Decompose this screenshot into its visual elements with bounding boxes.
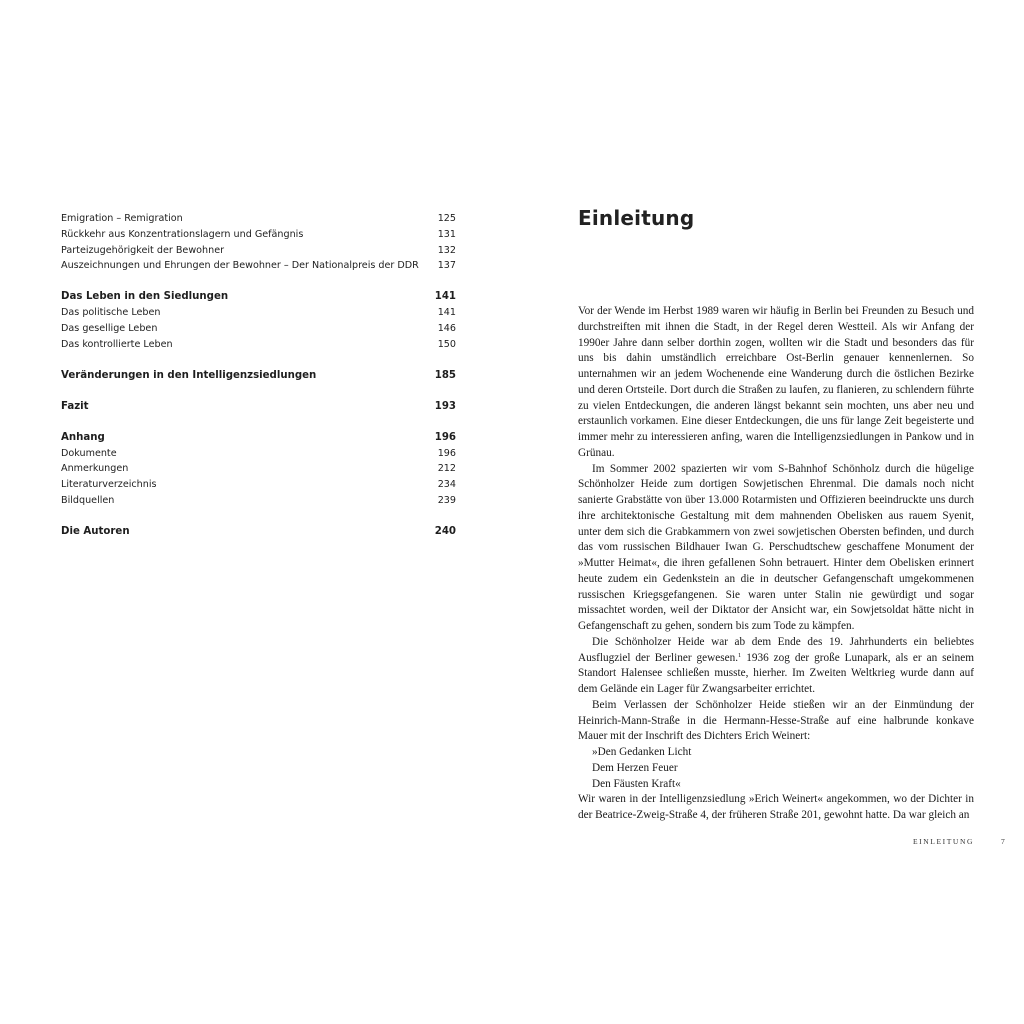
toc-entry bbox=[61, 305, 456, 321]
page-number: 7 bbox=[1001, 837, 1005, 846]
toc-entry-page: 185 bbox=[434, 369, 456, 381]
toc-entry-title: Veränderungen in den Intelligenzsiedlungen bbox=[61, 369, 317, 381]
toc-entry-page: 141 bbox=[437, 307, 456, 319]
table-of-contents bbox=[61, 211, 456, 540]
toc-entry-page: 141 bbox=[434, 291, 456, 303]
toc-group bbox=[61, 430, 456, 509]
running-head: EINLEITUNG bbox=[913, 837, 974, 846]
toc-entry bbox=[61, 211, 456, 227]
toc-group bbox=[61, 289, 456, 352]
toc-entry-title: Auszeichnungen und Ehrungen der Bewohner – Der Nationalpreis der DDR bbox=[61, 260, 419, 272]
inscription-line: »Den Gedanken Licht bbox=[592, 746, 692, 758]
toc-entry-title: Parteizugehörigkeit der Bewohner bbox=[61, 244, 225, 256]
toc-entry-page: 234 bbox=[437, 479, 456, 491]
body-paragraph: Beim Verlassen der Schönholzer Heide stießen wir an der Einmündung der Heinrich-Mann-Straße in die Hermann-Hesse-Straße auf eine halbrunde konkave Mauer mit der Inschrift des Dichters Erich Weinert: bbox=[578, 698, 974, 743]
body-paragraph: Wir waren in der Intelligenzsiedlung »Erich Weinert« angekommen, wo der Dichter in der Beatrice-Zweig-Straße 4, der früheren Straße 201, gewohnt hatte. Da war gleich an bbox=[578, 793, 974, 821]
toc-group bbox=[61, 399, 456, 415]
toc-entry-title: Anhang bbox=[61, 431, 105, 443]
paragraph-text: Die Schönholzer Heide war ab dem Ende des 19. Jahrhunderts ein beliebtes Ausflugziel der Berliner gewesen. bbox=[578, 635, 974, 664]
toc-entry-title: Das Leben in den Siedlungen bbox=[61, 291, 229, 303]
toc-entry-page: 146 bbox=[437, 322, 456, 334]
toc-entry-title: Emigration – Remigration bbox=[61, 213, 183, 224]
toc-entry bbox=[61, 446, 456, 462]
paragraph-text: 1936 zog der große Lunapark, als er an seinem Standort Halensee schließen musste, hierher. Im Zweiten Weltkrieg wurde dann auf dem Gelände ein Lager für Zwangsarbeiter errichtet. bbox=[578, 651, 974, 695]
toc-entry-title: Das kontrollierte Leben bbox=[61, 338, 173, 350]
toc-entry-page: 196 bbox=[434, 431, 456, 443]
body-paragraph: Vor der Wende im Herbst 1989 waren wir häufig in Berlin bei Freunden zu Besuch und durchstreiften mit ihnen die Stadt, in der Regel deren Westteil. Als wir Anfang der 1990er Jahre dann selber dorthin zogen, wollten wir die Stadt und besonders das für uns bis dahin umständlich erreichbare Ost-Berlin genauer kennenlernen. So unternahmen wir an jedem Wochenende eine Wanderung durch die östlichen Bezirke und deren Ortsteile. Dort durch die Straßen zu laufen, zu flanieren, zu schlendern führte zu vielen Entdeckungen, die anderen längst bekannt sein mochten, uns aber neu und erstaunlich vorkamen. Eine dieser Entdeckungen, die uns für lange Zeit begeisterte und immer mehr zu interessieren anfing, waren die Intelligenzsiedlungen in Pankow und in Grünau. bbox=[578, 305, 974, 459]
toc-entry-title: Literaturverzeichnis bbox=[61, 479, 157, 491]
toc-entry-page: 193 bbox=[434, 400, 456, 412]
toc-entry bbox=[61, 493, 456, 509]
toc-entry-title: Die Autoren bbox=[61, 525, 130, 537]
toc-section-heading bbox=[61, 368, 456, 384]
toc-entry-page: 131 bbox=[437, 228, 456, 240]
toc-entry-page: 132 bbox=[437, 244, 456, 256]
toc-entry bbox=[61, 337, 456, 353]
toc-entry-title: Bildquellen bbox=[61, 494, 115, 506]
toc-section-heading bbox=[61, 289, 456, 305]
toc-entry bbox=[61, 461, 456, 477]
toc-entry bbox=[61, 258, 456, 274]
toc-entry-title: Fazit bbox=[61, 400, 89, 412]
inscription-line: Dem Herzen Feuer bbox=[592, 761, 678, 774]
toc-entry-page: 239 bbox=[437, 494, 456, 506]
toc-entry-page: 125 bbox=[437, 213, 456, 224]
toc-group bbox=[61, 211, 456, 274]
toc-entry bbox=[61, 477, 456, 493]
toc-entry-title: Dokumente bbox=[61, 447, 117, 459]
toc-entry-title: Anmerkungen bbox=[61, 463, 129, 475]
toc-entry-page: 150 bbox=[437, 338, 456, 350]
toc-entry-page: 196 bbox=[437, 447, 456, 459]
toc-entry-page: 240 bbox=[434, 525, 456, 537]
toc-entry-page: 212 bbox=[437, 463, 456, 475]
toc-section-heading bbox=[61, 524, 456, 540]
toc-section-heading bbox=[61, 430, 456, 446]
body-paragraph bbox=[578, 635, 974, 698]
toc-entry bbox=[61, 227, 456, 243]
inscription-line: Den Fäusten Kraft« bbox=[592, 777, 681, 790]
toc-entry-title: Das gesellige Leben bbox=[61, 322, 158, 334]
chapter-title: Einleitung bbox=[578, 206, 695, 230]
toc-entry-title: Das politische Leben bbox=[61, 307, 161, 319]
toc-entry bbox=[61, 243, 456, 259]
toc-entry-page: 137 bbox=[437, 260, 456, 272]
toc-entry bbox=[61, 321, 456, 337]
chapter-body bbox=[578, 304, 974, 824]
toc-group bbox=[61, 524, 456, 540]
footnote-marker: 1 bbox=[738, 651, 742, 659]
toc-section-heading bbox=[61, 399, 456, 415]
body-paragraph: Im Sommer 2002 spazierten wir vom S-Bahnhof Schönholz durch die hügelige Schönholzer Heide zum dortigen Sowjetischen Ehrenmal. Die damals noch nicht sanierte Grabstätte von über 13.000 Rotarmisten und Offizieren beeindruckte uns durch ihre architektonische Gestaltung mit dem mahnenden Obelisken aus rauem Syenit, unter dem sich die Grabkammern von zwei sowjetischen Obersten befinden, und durch das vom russischen Bildhauer Iwan G. Perschudtschew geschaffene Monument der »Mutter Heimat«, die ihren gefallenen Sohn betrauert. Hinter dem Obelisken erinnert heute zudem ein Gedenkstein an die in deutscher Gefangenschaft umgekommenen russischen Kriegsgefangenen. Sie waren unter Stalin nie gewürdigt und sogar missachtet worden, weil der Diktator der Ansicht war, ein Sowjetsoldat hätte nicht in Gefangenschaft zu gehen, sondern bis zum Tode zu kämpfen. bbox=[578, 462, 974, 632]
toc-group bbox=[61, 368, 456, 384]
toc-entry-title: Rückkehr aus Konzentrationslagern und Gefängnis bbox=[61, 228, 304, 240]
